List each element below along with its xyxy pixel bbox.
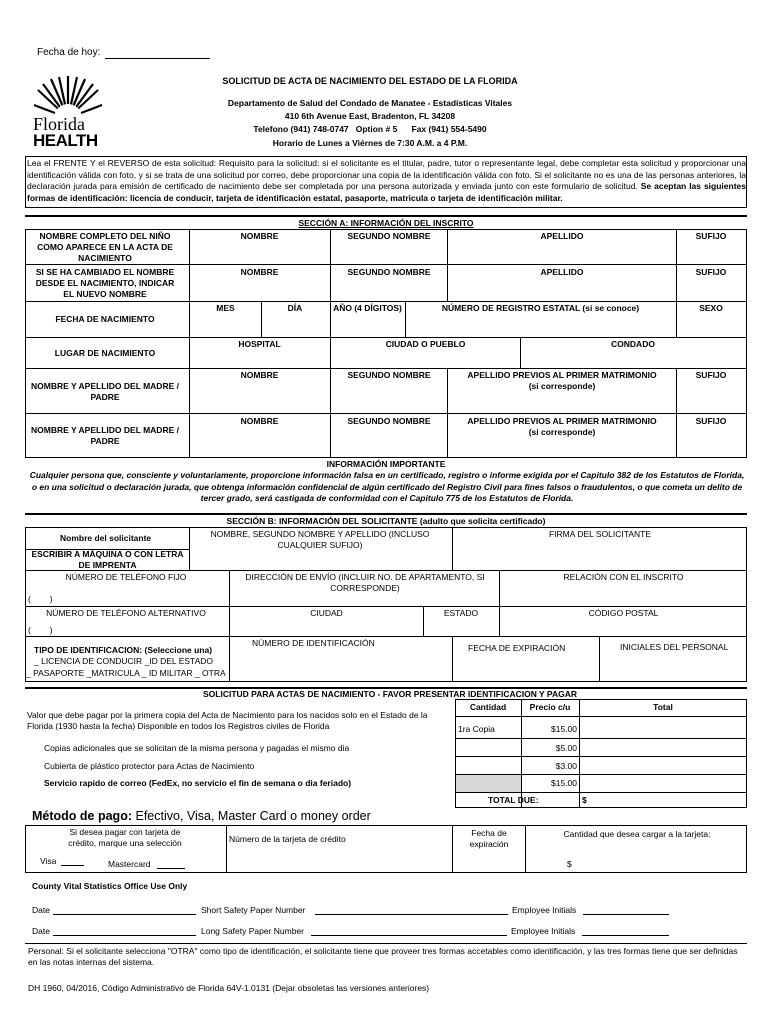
birth-date-label: FECHA DE NACIMIENTO: [55, 314, 155, 324]
alt-phone-label: NÚMERO DE TELÉFONO ALTERNATIVO: [46, 608, 206, 618]
birth-place-label: LUGAR DE NACIMIENTO: [54, 348, 156, 358]
intro-text: [27, 158, 746, 204]
parent2-label: NOMBRE Y APELLIDO DEL MADRE / PADRE: [31, 425, 179, 446]
intro-body: Lea el FRENTE Y el REVERSO de esta solicitud: Requisito para la solicitud: si el solicitante es el titular, padre, tutor o representante legal, debe completar esta solicitud y proporcionar una identificación válida con foto, y si se trata de una solicitud por correo, debe proporcionar una copia de la identificación válida con foto. Si el solicitante no es una de las personas anteriores, la declaración jurada para emisión de certificado de nacimiento debe ser completada por una persona autorizada y enviada junto con este formulario de solicitud.: [27, 158, 746, 191]
payment-title: [32, 809, 371, 823]
fee-additional-text: Copias adicionales que se solicitan de la misma persona y pagadas el mismo dia: [44, 743, 350, 753]
fee-first-copy-price: $15.00: [551, 724, 577, 734]
payment-title-bold: Método de pago:: [32, 809, 132, 823]
date-label-1: Date: [32, 905, 50, 915]
dept-name: Departamento de Salud del Condado de Manatee - Estadísticas Vitales: [227, 98, 513, 108]
row-line: [455, 716, 747, 717]
fee-additional-price: $5.00: [555, 743, 577, 753]
col-segundo: SEGUNDO NOMBRE: [347, 267, 431, 277]
fecha-field[interactable]: [105, 58, 210, 59]
visa-checkbox[interactable]: [61, 865, 84, 866]
divider: [25, 215, 747, 217]
child-name-label: NOMBRE COMPLETO DEL NIÑO COMO APARECE EN LA ACTA DE NACIMIENTO: [37, 231, 173, 263]
col-segundo: SEGUNDO NOMBRE: [347, 416, 431, 426]
address-label: DIRECCIÓN DE ENVÍO (INCLUIR NO. DE APARTAMENTO, SI CORRESPONDE): [245, 572, 485, 593]
row-line: [25, 606, 747, 607]
dept-phone: Telefono (941) 748-0747 Option # 5 Fax (941) 554-5490: [253, 124, 487, 134]
employee-field-2[interactable]: [582, 935, 669, 936]
col-line: [452, 527, 453, 570]
short-paper-field[interactable]: [315, 914, 508, 915]
signature-label: FIRMA DEL SOLICITANTE: [548, 529, 652, 539]
id-type-opt1[interactable]: _ LICENCIA DE CONDUCIR _ID DEL ESTADO: [34, 656, 214, 666]
zip-label: CÓDIGO POSTAL: [588, 608, 659, 618]
dept-address: 410 6th Avenue East, Bradenton, FL 34208: [284, 111, 456, 121]
alt-phone-paren[interactable]: ( ): [28, 625, 53, 635]
col-anio: AÑO (4 DÍGITOS): [333, 303, 402, 313]
full-name-label: NOMBRE, SEGUNDO NOMBRE Y APELLIDO (INCLUSO CUALQUIER SUFIJO): [210, 529, 430, 550]
exp-date-label: FECHA DE EXPIRACIÓN: [468, 643, 566, 653]
id-type-opt2[interactable]: _ PASAPORTE _MATRICULA _ ID MILITAR _ OTRA: [26, 668, 226, 678]
short-paper-label: Short Safety Paper Number: [201, 905, 306, 915]
col-segundo: SEGUNDO NOMBRE: [347, 231, 431, 241]
staff-initials-label: INICIALES DEL PERSONAL: [620, 642, 729, 652]
col-line: [189, 229, 190, 458]
divider: [25, 513, 747, 515]
sunburst-icon: [33, 72, 103, 120]
col-line: [226, 825, 227, 873]
logo-health: HEALTH: [33, 131, 98, 150]
card-select-label: Si desea pagar con tarjeta de crédito, marque una selección: [68, 827, 182, 848]
form-id: DH 1960, 04/2016, Código Administrativo de Florida 64V-1.0131 (Dejar obsoletas las versiones anteriores): [28, 983, 430, 993]
col-line: [599, 636, 600, 682]
col-apellido: APELLIDO: [540, 267, 584, 277]
fee-cantidad-header: Cantidad: [469, 702, 507, 712]
si-corresponde-text: (si corresponde): [528, 427, 596, 437]
col-sufijo: SUFIJO: [695, 267, 727, 277]
col-apellido-previo: [450, 416, 674, 438]
city-label: CIUDAD: [310, 608, 343, 618]
col-segundo: SEGUNDO NOMBRE: [347, 370, 431, 380]
col-line: [452, 825, 453, 873]
intro-id-forms: Se aceptan las siguientes formas de identificación: licencia de conducir, tarjeta de identificación estatal, pasaporte, matricula o tarjeta de identificación militar.: [27, 181, 746, 203]
col-sufijo: SUFIJO: [695, 231, 727, 241]
col-apellido: APELLIDO: [540, 231, 584, 241]
col-line: [330, 368, 331, 458]
fee-express-text: Servicio rapido de correo (FedEx, no servicio el fin de semana o dia feriado): [44, 778, 352, 788]
divider: [25, 943, 747, 944]
col-nombre: NOMBRE: [240, 231, 279, 241]
changed-name-label: SI SE HA CAMBIADO EL NOMBRE DESDE EL NACIMIENTO, INDICAR EL NUEVO NOMBRE: [35, 267, 175, 299]
section-b-title: SECCIÓN B: INFORMACIÓN DEL SOLICITANTE (adulto que solicita certificado): [226, 516, 546, 526]
row-line: [25, 337, 747, 338]
col-nombre: NOMBRE: [240, 370, 279, 380]
col-sexo: SEXO: [699, 303, 723, 313]
total-due-label: TOTAL DUE:: [488, 795, 539, 805]
row-line: [455, 738, 747, 739]
gray-cell: [456, 775, 521, 792]
row-line: [455, 756, 747, 757]
relation-label: RELACIÓN CON EL INSCRITO: [563, 572, 684, 582]
col-line: [229, 570, 230, 682]
card-number-label: Número de la tarjeta de crédito: [229, 834, 346, 844]
logo-florida: Florida: [33, 114, 85, 134]
state-label: ESTADO: [443, 608, 479, 618]
col-line: [520, 337, 521, 368]
col-line: [423, 606, 424, 636]
fecha-label: Fecha de hoy:: [37, 47, 101, 58]
long-paper-field[interactable]: [311, 935, 507, 936]
importante-title: INFORMACIÓN IMPORTANTE: [326, 459, 446, 469]
form-title: SOLICITUD DE ACTA DE NACIMIENTO DEL ESTADO DE LA FLORIDA: [222, 76, 518, 86]
col-dia: DÍA: [287, 303, 303, 313]
col-line: [189, 527, 190, 570]
col-ciudad: CIUDAD O PUEBLO: [385, 339, 466, 349]
card-exp-label: Fecha de expiración: [469, 828, 509, 849]
col-apellido-previo: [450, 370, 674, 392]
si-corresponde-text: (si corresponde): [528, 381, 596, 391]
fee-first-copy-qty: 1ra Copia: [458, 724, 495, 734]
mastercard-label: Mastercard: [108, 859, 151, 869]
row-line: [25, 413, 747, 414]
applicant-name-label: Nombre del solicitante: [60, 533, 152, 543]
florida-health-logo: [33, 72, 103, 152]
col-condado: CONDADO: [611, 339, 655, 349]
parent1-label: NOMBRE Y APELLIDO DEL MADRE / PADRE: [31, 381, 179, 402]
section-a-title: SECCIÓN A: INFORMACIÓN DEL INSCRITO: [298, 218, 474, 228]
col-line: [676, 368, 677, 458]
employee-label-1: Employee Initials: [512, 905, 577, 915]
charge-amount-label: Cantidad que desea cargar a la tarjeta:: [563, 829, 711, 839]
col-line: [452, 636, 453, 682]
visa-label: Visa: [40, 856, 57, 866]
date-label-2: Date: [32, 926, 50, 936]
col-line: [330, 337, 331, 368]
col-line: [499, 606, 500, 636]
col-registro: NÚMERO DE REGISTRO ESTATAL (si se conoce): [441, 303, 640, 313]
importante-text: Cualquier persona que, consciente y voluntariamente, proporcione información falsa en un certificado, registro o informe exigida por el Capitulo 382 de los Estatutos de Florida, o en una solicitud o declaración jurada, que obtenga información confidencial de algún certificado del Registro Civil para fines falsos o fraudulentos, o que cometa un delito de tercer grado, será castigada de conformidad con el Capitulo 775 de los Estatutos de Florida.: [29, 470, 745, 503]
employee-label-2: Employee Initials: [511, 926, 576, 936]
col-line: [447, 229, 448, 301]
col-line: [405, 301, 406, 337]
fee-express-price: $15.00: [551, 778, 577, 788]
row-line: [455, 792, 747, 793]
col-sufijo: SUFIJO: [695, 370, 727, 380]
phone-paren[interactable]: ( ): [28, 594, 53, 604]
date-field-2[interactable]: [53, 935, 196, 936]
fee-total-header: Total: [653, 702, 673, 712]
employee-field-1[interactable]: [583, 914, 669, 915]
col-line: [676, 229, 677, 301]
col-sufijo: SUFIJO: [695, 416, 727, 426]
col-mes: MES: [216, 303, 235, 313]
apellido-previo-text: APELLIDO PREVIOS AL PRIMER MATRIMONIO: [467, 370, 657, 380]
col-hospital: HOSPITAL: [238, 339, 281, 349]
col-line: [330, 229, 331, 301]
phone-label: NÚMERO DE TELÉFONO FIJO: [65, 572, 187, 582]
col-line: [525, 825, 526, 873]
fee-first-copy-text: Valor que debe pagar por la primera copia del Acta de Nacimiento para los nacidos solo en el Estado de la Florida (1930 hasta la fecha) Disponible en todos los Registros civiles de Florida: [27, 710, 428, 731]
dept-hours: Horario de Lunes a Viérnes de 7:30 A.M. a 4 P.M.: [272, 138, 468, 148]
fees-title: SOLICITUD PARA ACTAS DE NACIMIENTO - FAVOR PRESENTAR IDENTIFICACION Y PAGAR: [202, 689, 578, 699]
col-line: [447, 368, 448, 458]
row-line: [25, 368, 747, 369]
id-number-label: NÚMERO DE IDENTIFICACIÓN: [252, 638, 375, 648]
col-line: [676, 301, 677, 337]
total-due-dollar: $: [582, 795, 587, 805]
row-line: [25, 301, 747, 302]
col-nombre: NOMBRE: [240, 267, 279, 277]
col-nombre: NOMBRE: [240, 416, 279, 426]
charge-dollar: $: [567, 859, 572, 869]
id-type-label: TIPO DE IDENTIFICACION: (Seleccione una): [34, 645, 213, 655]
col-line: [499, 570, 500, 606]
apellido-previo-text: APELLIDO PREVIOS AL PRIMER MATRIMONIO: [467, 416, 657, 426]
mastercard-checkbox[interactable]: [157, 868, 185, 869]
date-field-1[interactable]: [53, 914, 196, 915]
personal-note: Personal: Si el solicitante selecciona "OTRA" como tipo de identificación, el solicitante tiene que proveer tres formas accetables como identificación, y las tres formas tiene que ser definidas en las notas internas del sistema.: [28, 946, 738, 967]
long-paper-label: Long Safety Paper Number: [201, 926, 305, 936]
row-line: [25, 264, 747, 265]
fee-cover-price: $3.00: [555, 761, 577, 771]
office-use-title: County Vital Statistics Office Use Only: [32, 881, 188, 891]
fee-precio-header: Precio c/u: [529, 702, 571, 712]
print-label: ESCRIBIR A MÁQUINA O CON LETRA DE IMPRENTA: [31, 549, 184, 570]
payment-title-rest: Efectivo, Visa, Master Card o money order: [135, 809, 371, 823]
fee-cover-text: Cubierta de plástico protector para Actas de Nacimiento: [44, 761, 255, 771]
row-line: [25, 636, 747, 637]
